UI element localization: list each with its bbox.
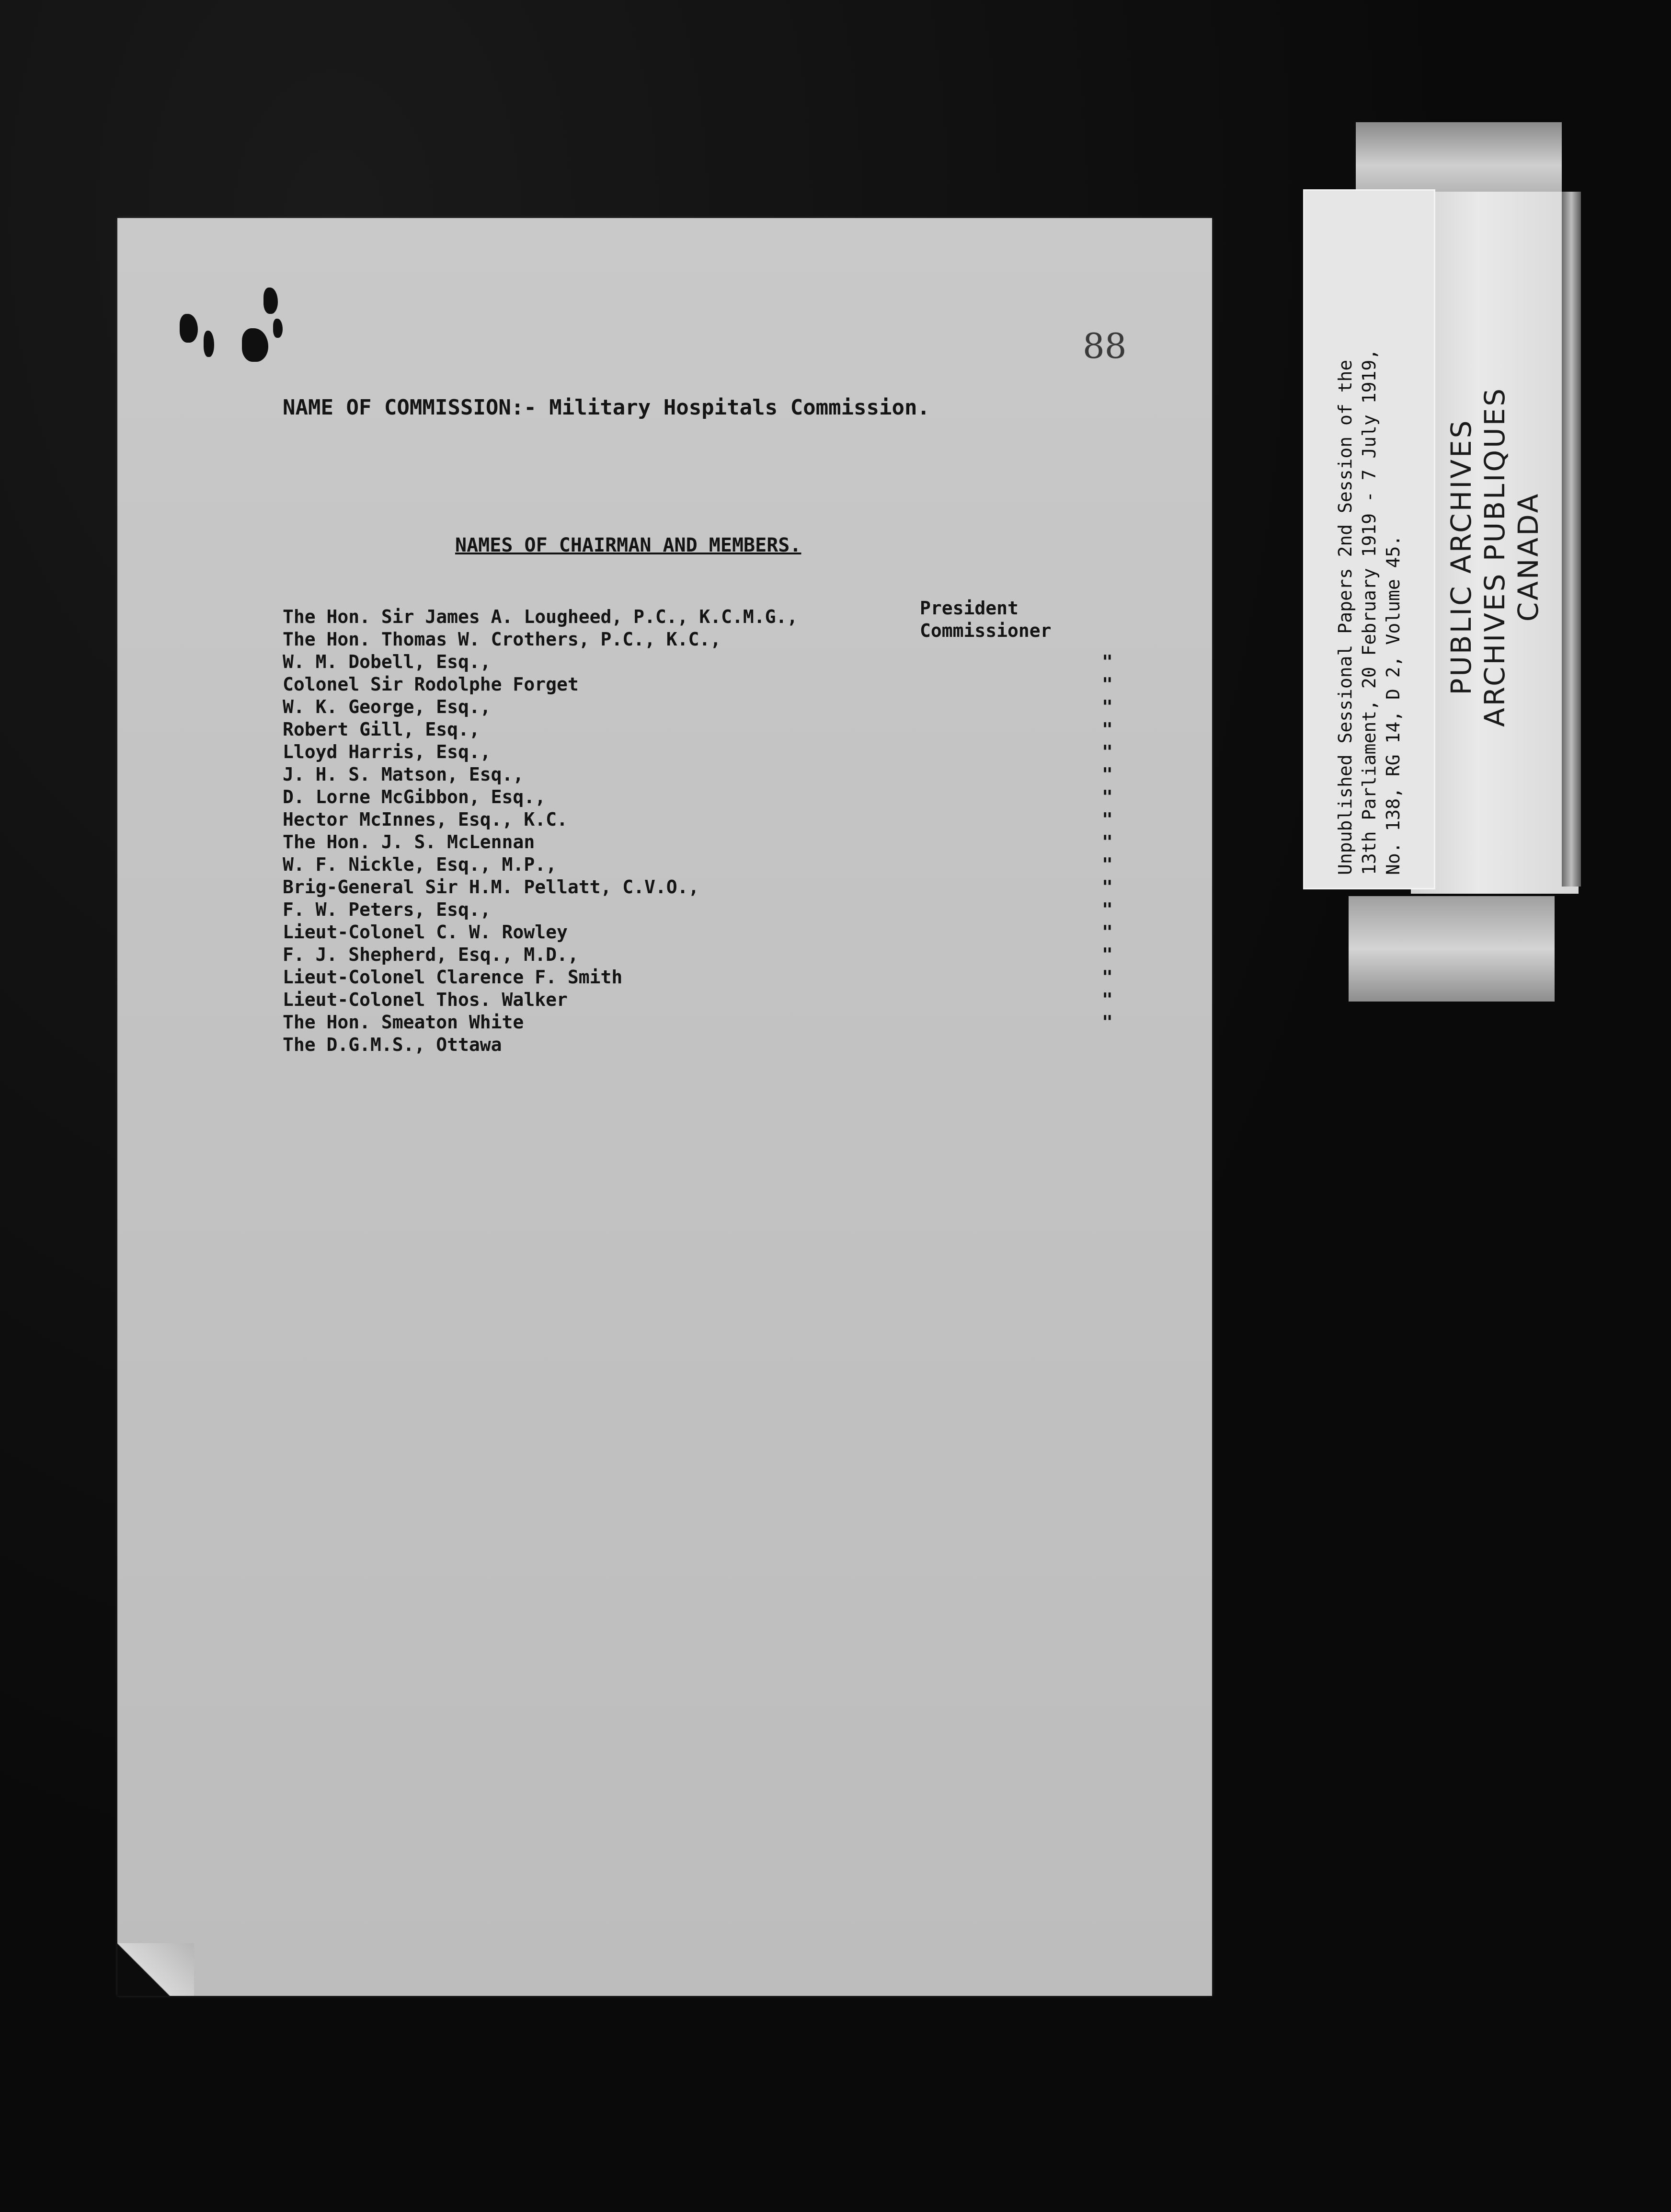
member-row xyxy=(283,876,1145,899)
member-name: The Hon. Thomas W. Crothers, P.C., K.C., xyxy=(283,629,721,650)
member-role: " xyxy=(1102,674,1113,695)
folded-corner xyxy=(117,1943,194,1996)
member-name: Lieut-Colonel Thos. Walker xyxy=(283,989,568,1010)
member-role: " xyxy=(1102,899,1113,920)
member-role: " xyxy=(1102,719,1113,740)
archive-stamp-card xyxy=(1411,192,1579,894)
member-row xyxy=(283,1034,1145,1057)
archive-citation-text xyxy=(1333,204,1405,875)
member-role: " xyxy=(1102,809,1113,830)
member-role: President xyxy=(920,598,1019,619)
member-role: " xyxy=(1102,922,1113,943)
member-row xyxy=(283,651,1145,674)
member-name: W. K. George, Esq., xyxy=(283,696,491,717)
member-row xyxy=(283,854,1145,876)
stamp-line: CANADA xyxy=(1512,492,1545,622)
member-name: F. J. Shepherd, Esq., M.D., xyxy=(283,944,579,965)
member-row xyxy=(283,741,1145,764)
member-role: " xyxy=(1102,741,1113,762)
member-role: " xyxy=(1102,989,1113,1010)
member-name: Brig-General Sir H.M. Pellatt, C.V.O., xyxy=(283,876,699,898)
member-name: D. Lorne McGibbon, Esq., xyxy=(283,786,546,807)
archive-citation-label xyxy=(1303,189,1435,889)
member-role: " xyxy=(1102,764,1113,785)
member-name: F. W. Peters, Esq., xyxy=(283,899,491,920)
member-row xyxy=(283,764,1145,786)
member-role: " xyxy=(1102,1012,1113,1033)
member-role: " xyxy=(1102,944,1113,965)
member-row xyxy=(283,922,1145,944)
page-number: 88 xyxy=(1083,326,1127,366)
member-row xyxy=(283,696,1145,719)
member-name: W. M. Dobell, Esq., xyxy=(283,651,491,672)
member-row xyxy=(283,719,1145,741)
member-role: " xyxy=(1102,854,1113,875)
member-role: " xyxy=(1102,696,1113,717)
tape-strip-side xyxy=(1562,192,1581,887)
member-row xyxy=(283,831,1145,854)
member-row xyxy=(283,809,1145,831)
member-row xyxy=(283,674,1145,696)
member-row xyxy=(283,967,1145,989)
member-role: " xyxy=(1102,831,1113,853)
member-name: Lloyd Harris, Esq., xyxy=(283,741,491,762)
members-heading: NAMES OF CHAIRMAN AND MEMBERS. xyxy=(455,534,801,556)
member-name: W. F. Nickle, Esq., M.P., xyxy=(283,854,557,875)
citation-line: No. 138, RG 14, D 2, Volume 45. xyxy=(1383,535,1404,875)
member-row xyxy=(283,1012,1145,1034)
member-name: The Hon. Sir James A. Lougheed, P.C., K.C.M.G., xyxy=(283,606,798,627)
members-list xyxy=(283,598,1145,1057)
member-role: " xyxy=(1102,786,1113,807)
member-row xyxy=(283,944,1145,967)
member-name: J. H. S. Matson, Esq., xyxy=(283,764,524,785)
member-name: The D.G.M.S., Ottawa xyxy=(283,1034,502,1055)
member-name: Robert Gill, Esq., xyxy=(283,719,480,740)
citation-line: Unpublished Sessional Papers 2nd Session of the xyxy=(1335,359,1356,875)
binder-holes xyxy=(170,252,323,376)
citation-line: 13th Parliament, 20 February 1919 - 7 July 1919, xyxy=(1359,348,1380,875)
stamp-line: ARCHIVES PUBLIQUES xyxy=(1478,386,1511,727)
member-name: Hector McInnes, Esq., K.C. xyxy=(283,809,568,830)
member-role: " xyxy=(1102,651,1113,672)
member-role: " xyxy=(1102,967,1113,988)
tape-strip-bottom xyxy=(1349,896,1555,1002)
member-name: The Hon. Smeaton White xyxy=(283,1012,524,1033)
member-name: Lieut-Colonel C. W. Rowley xyxy=(283,922,568,943)
member-name: The Hon. J. S. McLennan xyxy=(283,831,535,853)
member-name: Colonel Sir Rodolphe Forget xyxy=(283,674,579,695)
archive-stamp-text xyxy=(1444,269,1545,844)
commission-name-line: NAME OF COMMISSION:- Military Hospitals Commission. xyxy=(283,395,930,420)
member-role: Commissioner xyxy=(920,620,1052,641)
member-role: " xyxy=(1102,876,1113,898)
stamp-line: PUBLIC ARCHIVES xyxy=(1445,418,1477,695)
member-row xyxy=(283,989,1145,1012)
member-row xyxy=(283,899,1145,922)
member-name: Lieut-Colonel Clarence F. Smith xyxy=(283,967,623,988)
member-row xyxy=(283,620,1145,651)
member-row xyxy=(283,786,1145,809)
typed-document-page xyxy=(117,218,1212,1996)
